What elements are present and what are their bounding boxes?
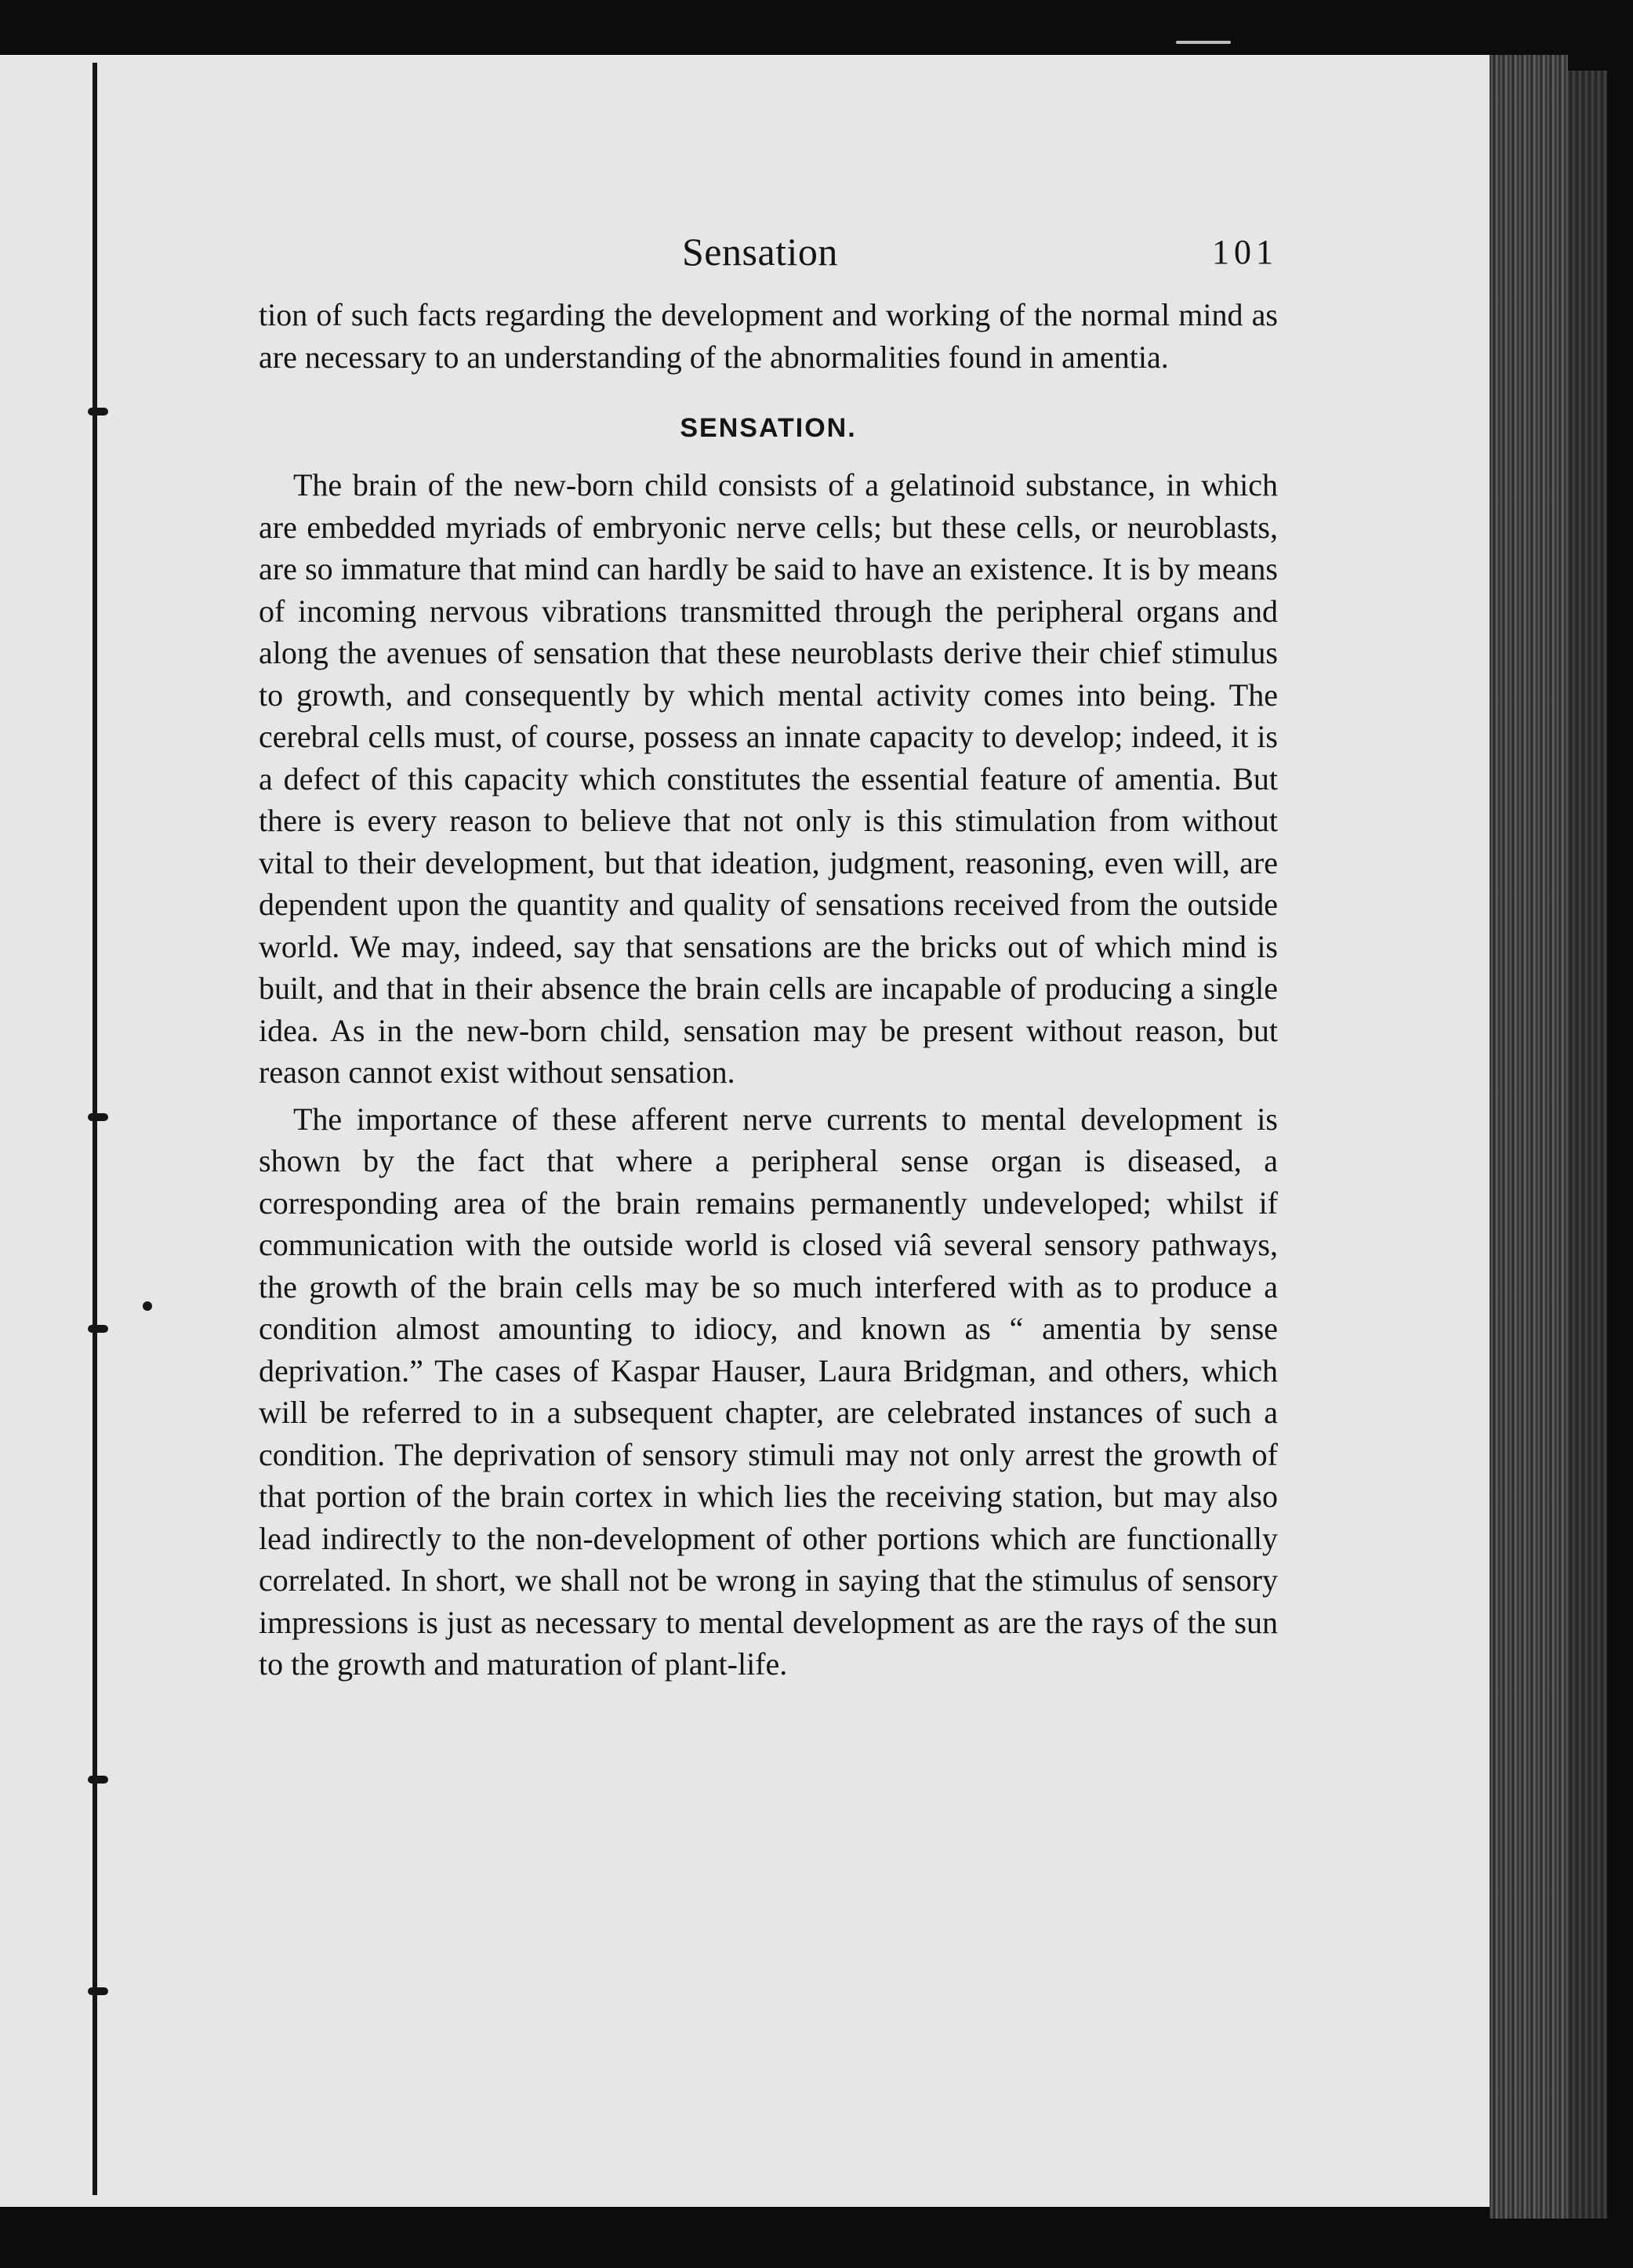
running-head <box>259 229 1278 284</box>
paragraph: The importance of these afferent nerve currents to mental development is shown by the fact that where a peripheral sense organ is diseased, a corresponding area of the brain remains permanently undeveloped; whilst if communication with the outside world is closed viâ several sensory pathways, the growth of the brain cells may be so much interfered with as to produce a condition almost amounting to idiocy, and known as “ amentia by sense deprivation.” The cases of Kaspar Hauser, Laura Bridgman, and others, which will be referred to in a subsequent chapter, are celebrated instances of such a condition. The deprivation of sensory stimuli may not only arrest the growth of that portion of the brain cortex in which lies the receiving station, but may also lead indirectly to the non-development of other portions which are functionally correlated. In short, we shall not be wrong in saying that the stimulus of sensory impressions is just as necessary to mental development as are the rays of the sun to the growth and maturation of plant-life. <box>259 1101 1278 1682</box>
gutter-tick <box>88 1325 108 1333</box>
margin-dot <box>143 1301 152 1311</box>
section-heading: SENSATION. <box>680 413 857 443</box>
page-edge-stack-outer <box>1568 71 1607 2219</box>
body-text <box>259 294 1278 1686</box>
gutter-tick <box>88 1776 108 1784</box>
gutter-line <box>93 63 97 2195</box>
page-number: 101 <box>1212 233 1278 271</box>
scan-artifact-mark <box>1176 41 1231 44</box>
page-edge-stack <box>1490 55 1568 2219</box>
continued-paragraph: tion of such facts regarding the development and working of the normal mind as are necessary to an understanding of the abnormalities found in amentia. <box>259 297 1278 375</box>
gutter-tick <box>88 1113 108 1121</box>
gutter-tick <box>88 408 108 415</box>
gutter-tick <box>88 1987 108 1995</box>
paragraph: The brain of the new-born child consists of a gelatinoid substance, in which are embedded myriads of embryonic nerve cells; but these cells, or neuroblasts, are so immature that mind can hardly be said to have an existence. It is by means of incoming nervous vibrations transmitted through the peripheral organs and along the avenues of sensation that these neuroblasts derive their chief stimulus to growth, and consequently by which mental activity comes into being. The cerebral cells must, of course, possess an innate capacity to develop; indeed, it is a defect of this capacity which constitutes the essential feature of amentia. But there is every reason to believe that not only is this stimulation from without vital to their development, but that ideation, judgment, reasoning, even will, are dependent upon the quantity and quality of sensations received from the outside world. We may, indeed, say that sensations are the bricks out of which mind is built, and that in their absence the brain cells are incapable of producing a single idea. As in the new-born child, sensation may be present without reason, but reason cannot exist without sensation. <box>259 467 1278 1090</box>
running-title: Sensation <box>682 230 838 274</box>
